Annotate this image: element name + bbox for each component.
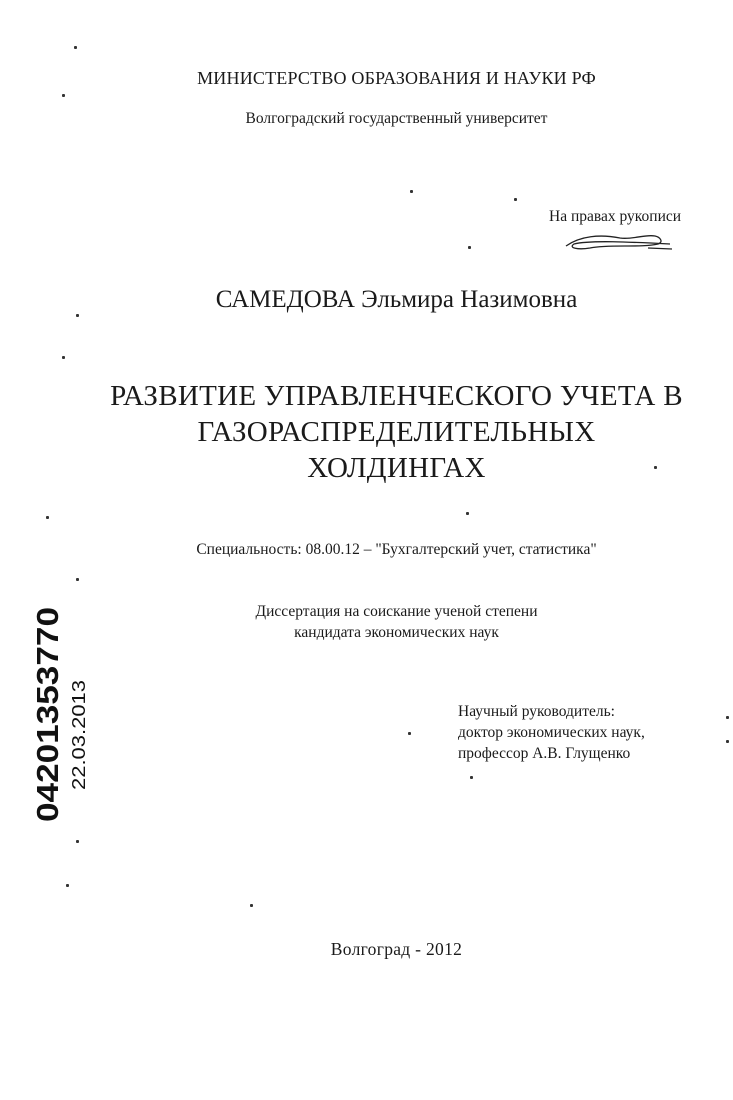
scan-speck: [76, 578, 79, 581]
scan-speck: [62, 94, 65, 97]
scan-speck: [470, 776, 473, 779]
rights-note: На правах рукописи: [549, 208, 682, 225]
author-name: САМЕДОВА Эльмира Назимовна: [215, 286, 578, 313]
university-name: Волгоградский государственный университет: [245, 110, 548, 127]
supervisor-line-2: доктор экономических наук,: [458, 724, 645, 741]
degree-line-2: кандидата экономических наук: [294, 624, 499, 641]
title-line-3: ХОЛДИНГАХ: [307, 452, 486, 484]
degree-line-1: Диссертация на соискание ученой степени: [255, 603, 538, 620]
scan-speck: [410, 190, 413, 193]
scan-speck: [250, 904, 253, 907]
scan-speck: [76, 314, 79, 317]
scan-speck: [466, 512, 469, 515]
scan-speck: [46, 516, 49, 519]
city-year: Волгоград - 2012: [330, 939, 463, 959]
scan-speck: [62, 356, 65, 359]
supervisor-line-3: профессор А.В. Глущенко: [458, 745, 631, 762]
library-stamp: [30, 600, 89, 830]
title-line-2: ГАЗОРАСПРЕДЕЛИТЕЛЬНЫХ: [197, 416, 596, 448]
supervisor-block: [458, 701, 645, 764]
ministry-heading: МИНИСТЕРСТВО ОБРАЗОВАНИЯ И НАУКИ РФ: [197, 68, 596, 88]
title-line-1: РАЗВИТИЕ УПРАВЛЕНЧЕСКОГО УЧЕТА В: [110, 380, 683, 412]
scan-speck: [468, 246, 471, 249]
scan-speck: [66, 884, 69, 887]
signature: [560, 222, 680, 258]
scan-speck: [514, 198, 517, 201]
scan-speck: [408, 732, 411, 735]
scan-speck: [726, 740, 729, 743]
stamp-date: 22.03.2013: [69, 699, 89, 790]
dissertation-degree: [30, 601, 733, 643]
specialty-line: Специальность: 08.00.12 – "Бухгалтерский учет, статистика": [196, 541, 597, 558]
scan-speck: [76, 840, 79, 843]
dissertation-title: [30, 378, 733, 486]
scan-speck: [74, 46, 77, 49]
supervisor-line-1: Научный руководитель:: [458, 703, 615, 720]
scan-speck: [726, 716, 729, 719]
scan-speck: [654, 466, 657, 469]
stamp-code: 04201353770: [30, 632, 65, 822]
